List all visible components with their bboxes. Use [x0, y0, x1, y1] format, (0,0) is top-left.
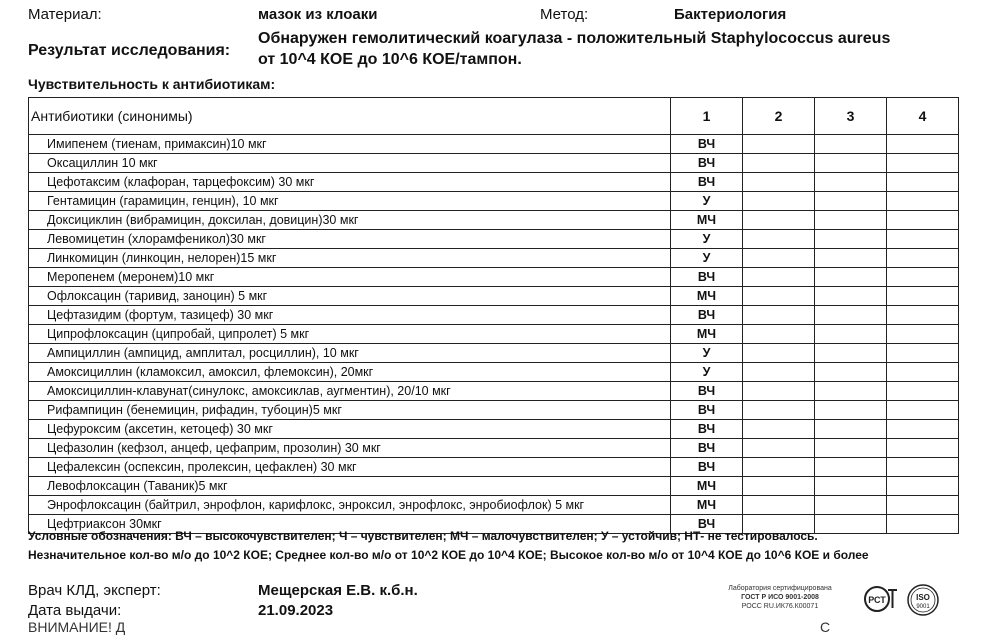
certification-line-3: РОСС RU.ИК76.К00071	[741, 603, 819, 610]
result-cell-4	[887, 287, 959, 306]
table-row	[29, 439, 959, 458]
iso-logo-icon	[906, 583, 940, 617]
result-cell-2	[743, 344, 815, 363]
result-cell-4	[887, 420, 959, 439]
antibiotic-name: Левофлоксацин (Таваник)5 мкг	[29, 477, 671, 496]
antibiotic-name: Амоксициллин (кламоксил, амоксил, флемоксин), 20мкг	[29, 363, 671, 382]
result-cell-3	[815, 211, 887, 230]
result-cell-3	[815, 306, 887, 325]
result-cell-2	[743, 477, 815, 496]
column-header-3: 3	[815, 98, 887, 135]
table-row	[29, 192, 959, 211]
result-cell-3	[815, 173, 887, 192]
date-value: 21.09.2023	[258, 602, 334, 619]
result-cell-4	[887, 401, 959, 420]
antibiotic-name: Энрофлоксацин (байтрил, энрофлон, карифлокс, энроксил, энрофлокс, энробиофлок) 5 мкг	[29, 496, 671, 515]
doctor-label: Врач КЛД, эксперт:	[28, 582, 161, 599]
result-cell-3	[815, 515, 887, 534]
cut-off-line-left: ВНИМАНИЕ! Д	[28, 619, 126, 635]
result-cell-4	[887, 154, 959, 173]
result-cell-1: МЧ	[671, 496, 743, 515]
table-row	[29, 249, 959, 268]
table-row	[29, 420, 959, 439]
result-cell-2	[743, 230, 815, 249]
result-cell-1: ВЧ	[671, 515, 743, 534]
result-cell-1: У	[671, 192, 743, 211]
result-cell-1: МЧ	[671, 211, 743, 230]
table-row	[29, 306, 959, 325]
result-cell-3	[815, 382, 887, 401]
result-cell-2	[743, 401, 815, 420]
result-line-2: от 10^4 КОЕ до 10^6 КОЕ/тампон.	[258, 51, 522, 68]
result-cell-1: У	[671, 363, 743, 382]
result-cell-1: У	[671, 230, 743, 249]
antibiotic-name: Меропенем (меронем)10 мкг	[29, 268, 671, 287]
result-cell-2	[743, 363, 815, 382]
antibiotic-name: Рифампицин (бенемицин, рифадин, тубоцин)5 мкг	[29, 401, 671, 420]
result-cell-2	[743, 192, 815, 211]
result-cell-3	[815, 249, 887, 268]
antibiotic-name: Ампициллин (ампицид, амплитал, росциллин), 10 мкг	[29, 344, 671, 363]
result-cell-3	[815, 420, 887, 439]
result-cell-3	[815, 287, 887, 306]
result-cell-1: МЧ	[671, 477, 743, 496]
result-cell-4	[887, 268, 959, 287]
table-row	[29, 230, 959, 249]
result-cell-3	[815, 268, 887, 287]
material-value: мазок из клоаки	[258, 6, 378, 23]
pct-logo-icon	[864, 584, 898, 614]
result-cell-1: МЧ	[671, 287, 743, 306]
antibiotic-table	[28, 97, 959, 534]
antibiotic-name: Левомицетин (хлорамфеникол)30 мкг	[29, 230, 671, 249]
doctor-value: Мещерская Е.В. к.б.н.	[258, 582, 418, 599]
result-cell-3	[815, 192, 887, 211]
result-cell-4	[887, 325, 959, 344]
result-cell-1: ВЧ	[671, 439, 743, 458]
result-cell-2	[743, 306, 815, 325]
method-label: Метод:	[540, 6, 589, 23]
result-cell-4	[887, 477, 959, 496]
column-header-4: 4	[887, 98, 959, 135]
result-cell-1: ВЧ	[671, 173, 743, 192]
iso-logo-number: 9001	[916, 604, 930, 610]
result-cell-2	[743, 287, 815, 306]
result-cell-4	[887, 344, 959, 363]
antibiotic-name: Линкомицин (линкоцин, нелорен)15 мкг	[29, 249, 671, 268]
result-cell-3	[815, 135, 887, 154]
result-cell-3	[815, 439, 887, 458]
result-cell-4	[887, 382, 959, 401]
antibiotic-name: Цефуроксим (аксетин, кетоцеф) 30 мкг	[29, 420, 671, 439]
antibiotic-name: Имипенем (тиенам, примаксин)10 мкг	[29, 135, 671, 154]
antibiotic-name: Цефазолин (кефзол, анцеф, цефаприм, прозолин) 30 мкг	[29, 439, 671, 458]
result-cell-2	[743, 211, 815, 230]
result-cell-4	[887, 515, 959, 534]
table-header-row	[29, 98, 959, 135]
table-row	[29, 154, 959, 173]
iso-logo-text: ISO	[916, 593, 930, 602]
sensitivity-title: Чувствительность к антибиотикам:	[28, 76, 276, 92]
antibiotic-table-body	[29, 135, 959, 534]
antibiotic-name: Амоксициллин-клавунат(синулокс, амоксиклав, аугментин), 20/10 мкг	[29, 382, 671, 401]
result-cell-3	[815, 325, 887, 344]
material-label: Материал:	[28, 6, 102, 23]
result-cell-1: ВЧ	[671, 458, 743, 477]
table-row	[29, 135, 959, 154]
result-cell-3	[815, 477, 887, 496]
result-cell-2	[743, 382, 815, 401]
result-cell-2	[743, 154, 815, 173]
result-cell-1: У	[671, 249, 743, 268]
method-value: Бактериология	[674, 6, 787, 23]
result-cell-4	[887, 439, 959, 458]
antibiotic-name: Ципрофлоксацин (ципробай, ципролет) 5 мкг	[29, 325, 671, 344]
table-row	[29, 287, 959, 306]
result-cell-2	[743, 420, 815, 439]
antibiotic-name: Офлоксацин (таривид, заноцин) 5 мкг	[29, 287, 671, 306]
result-cell-4	[887, 173, 959, 192]
antibiotic-name: Гентамицин (гарамицин, генцин), 10 мкг	[29, 192, 671, 211]
column-header-2: 2	[743, 98, 815, 135]
result-label: Результат исследования:	[28, 42, 231, 59]
result-cell-4	[887, 211, 959, 230]
table-row	[29, 382, 959, 401]
antibiotic-name: Доксициклин (вибрамицин, доксилан, довицин)30 мкг	[29, 211, 671, 230]
result-cell-4	[887, 306, 959, 325]
result-cell-1: ВЧ	[671, 135, 743, 154]
pct-logo-text: РСТ	[868, 595, 886, 605]
result-cell-2	[743, 439, 815, 458]
result-cell-4	[887, 230, 959, 249]
result-cell-2	[743, 458, 815, 477]
result-cell-3	[815, 344, 887, 363]
legend-line-2: Незначительное кол-во м/о до 10^2 КОЕ; Среднее кол-во м/о от 10^2 КОЕ до 10^4 КОЕ; Высокое кол-во м/о от 10^4 КОЕ до 10^6 КОЕ и более	[28, 548, 869, 562]
table-row	[29, 173, 959, 192]
table-row	[29, 325, 959, 344]
legend-line-1: Условные обозначения: ВЧ – высокочувствителен; Ч – чувствителен; МЧ – малочувствителен; У – устойчив; НТ- не тестировалось.	[28, 529, 818, 543]
result-cell-3	[815, 363, 887, 382]
certification-line-1: Лаборатория сертифицирована	[728, 585, 832, 592]
result-cell-4	[887, 458, 959, 477]
cut-off-line-right: С	[820, 619, 831, 635]
result-cell-2	[743, 325, 815, 344]
result-cell-2	[743, 173, 815, 192]
result-cell-3	[815, 230, 887, 249]
table-row	[29, 477, 959, 496]
result-cell-1: ВЧ	[671, 420, 743, 439]
table-row	[29, 496, 959, 515]
result-cell-3	[815, 496, 887, 515]
result-cell-4	[887, 496, 959, 515]
table-row	[29, 211, 959, 230]
result-cell-1: ВЧ	[671, 401, 743, 420]
result-cell-2	[743, 249, 815, 268]
result-cell-2	[743, 268, 815, 287]
result-cell-1: МЧ	[671, 325, 743, 344]
antibiotic-name: Оксациллин 10 мкг	[29, 154, 671, 173]
result-cell-1: У	[671, 344, 743, 363]
result-cell-1: ВЧ	[671, 382, 743, 401]
result-cell-2	[743, 496, 815, 515]
result-cell-3	[815, 458, 887, 477]
result-cell-2	[743, 135, 815, 154]
date-label: Дата выдачи:	[28, 602, 122, 619]
table-row	[29, 344, 959, 363]
result-cell-1: ВЧ	[671, 154, 743, 173]
antibiotic-name: Цефтриаксон 30мкг	[29, 515, 671, 534]
result-cell-4	[887, 135, 959, 154]
result-cell-3	[815, 401, 887, 420]
result-cell-1: ВЧ	[671, 306, 743, 325]
result-cell-3	[815, 154, 887, 173]
result-line-1: Обнаружен гемолитический коагулаза - положительный Staphylococcus aureus	[258, 30, 891, 47]
table-row	[29, 458, 959, 477]
certification-line-2: ГОСТ Р ИСО 9001-2008	[741, 594, 819, 601]
table-row	[29, 401, 959, 420]
antibiotic-name: Цефотаксим (клафоран, тарцефоксим) 30 мкг	[29, 173, 671, 192]
result-cell-4	[887, 249, 959, 268]
column-header-1: 1	[671, 98, 743, 135]
result-cell-4	[887, 363, 959, 382]
result-cell-4	[887, 192, 959, 211]
column-header-antibiotics: Антибиотики (синонимы)	[29, 98, 671, 135]
certification-text	[700, 584, 860, 611]
antibiotic-name: Цефтазидим (фортум, тазицеф) 30 мкг	[29, 306, 671, 325]
antibiotic-name: Цефалексин (оспексин, пролексин, цефаклен) 30 мкг	[29, 458, 671, 477]
table-row	[29, 363, 959, 382]
table-row	[29, 268, 959, 287]
result-cell-1: ВЧ	[671, 268, 743, 287]
